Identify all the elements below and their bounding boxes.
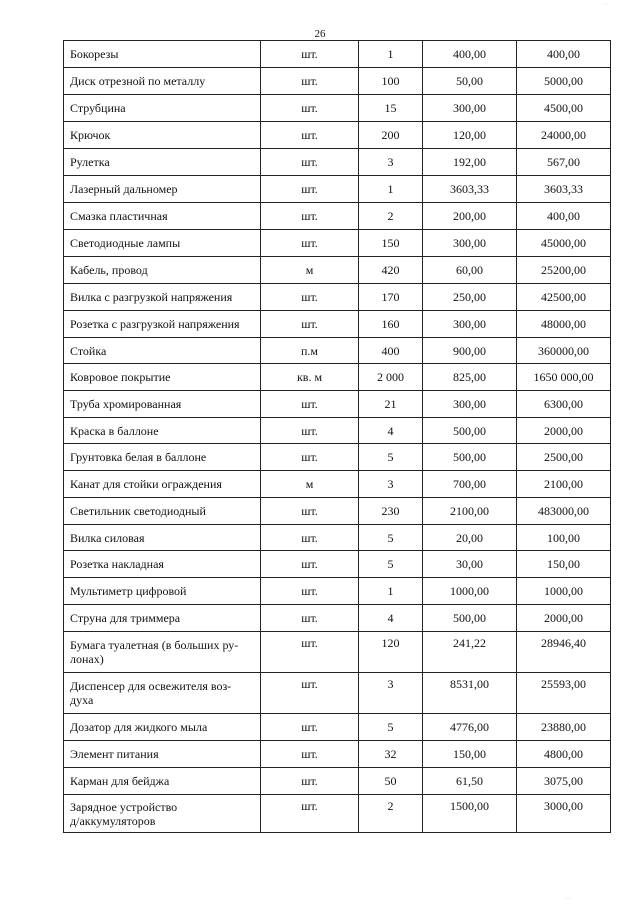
table-row [64, 176, 611, 203]
total-cell: 400,00 [517, 203, 611, 230]
quantity-cell: 5 [359, 444, 423, 471]
total-cell: 25200,00 [517, 257, 611, 284]
item-name-line: Труба хромированная [70, 397, 182, 411]
total-cell: 150,00 [517, 551, 611, 578]
quantity-cell: 21 [359, 391, 423, 418]
item-name-line: Диспенсер для освежителя воз- [70, 679, 232, 693]
item-name-cell [64, 605, 261, 632]
total-cell: 2000,00 [517, 605, 611, 632]
item-name-cell [64, 578, 261, 605]
table-row [64, 605, 611, 632]
unit-cell: шт. [261, 795, 359, 833]
item-name-cell [64, 795, 261, 833]
unit-cell: кв. м [261, 364, 359, 391]
item-name-cell [64, 632, 261, 673]
total-cell: 24000,00 [517, 122, 611, 149]
price-cell: 825,00 [423, 364, 517, 391]
table-row [64, 311, 611, 338]
item-name-line: Мультиметр цифровой [70, 584, 187, 598]
item-name-line: Кабель, провод [70, 263, 148, 277]
quantity-cell: 120 [359, 632, 423, 673]
total-cell: 4800,00 [517, 741, 611, 768]
price-cell: 30,00 [423, 551, 517, 578]
unit-cell: м [261, 257, 359, 284]
unit-cell: шт. [261, 203, 359, 230]
quantity-cell: 400 [359, 338, 423, 364]
quantity-cell: 4 [359, 418, 423, 444]
unit-cell: шт. [261, 632, 359, 673]
item-name-cell [64, 41, 261, 68]
quantity-cell: 230 [359, 498, 423, 525]
unit-cell: шт. [261, 176, 359, 203]
item-name-line: Струбцина [70, 101, 126, 115]
table-row [64, 551, 611, 578]
table-row [64, 768, 611, 795]
unit-cell: шт. [261, 95, 359, 122]
item-name-cell [64, 768, 261, 795]
item-name-cell [64, 203, 261, 230]
price-cell: 50,00 [423, 68, 517, 95]
quantity-cell: 170 [359, 284, 423, 311]
price-cell: 500,00 [423, 605, 517, 632]
item-name-cell [64, 122, 261, 149]
quantity-cell: 50 [359, 768, 423, 795]
quantity-cell: 2 [359, 795, 423, 833]
total-cell: 567,00 [517, 149, 611, 176]
total-cell: 5000,00 [517, 68, 611, 95]
item-name-line: Диск отрезной по металлу [70, 74, 206, 88]
total-cell: 23880,00 [517, 714, 611, 741]
item-name-line: Крючок [70, 128, 111, 142]
items-table [63, 40, 611, 833]
price-cell: 241,22 [423, 632, 517, 673]
quantity-cell: 3 [359, 673, 423, 714]
item-name-cell [64, 95, 261, 122]
quantity-cell: 420 [359, 257, 423, 284]
price-cell: 400,00 [423, 41, 517, 68]
table-row [64, 95, 611, 122]
quantity-cell: 160 [359, 311, 423, 338]
unit-cell: шт. [261, 768, 359, 795]
table-row [64, 203, 611, 230]
price-cell: 3603,33 [423, 176, 517, 203]
item-name-line: лонах) [70, 652, 104, 666]
table-row [64, 149, 611, 176]
table-row [64, 673, 611, 714]
table-row [64, 284, 611, 311]
quantity-cell: 3 [359, 149, 423, 176]
price-cell: 250,00 [423, 284, 517, 311]
table-row [64, 230, 611, 257]
total-cell: 48000,00 [517, 311, 611, 338]
price-cell: 61,50 [423, 768, 517, 795]
price-cell: 300,00 [423, 311, 517, 338]
quantity-cell: 1 [359, 41, 423, 68]
item-name-cell [64, 68, 261, 95]
scan-mark-top: · · [602, 2, 608, 8]
price-cell: 500,00 [423, 444, 517, 471]
price-cell: 60,00 [423, 257, 517, 284]
price-cell: 8531,00 [423, 673, 517, 714]
table-row [64, 364, 611, 391]
item-name-cell [64, 471, 261, 498]
total-cell: 2000,00 [517, 418, 611, 444]
item-name-line: Бумага туалетная (в больших ру- [70, 638, 239, 652]
total-cell: 360000,00 [517, 338, 611, 364]
item-name-line: д/аккумуляторов [70, 813, 156, 828]
unit-cell: шт. [261, 525, 359, 551]
total-cell: 4500,00 [517, 95, 611, 122]
total-cell: 1650 000,00 [517, 364, 611, 391]
item-name-cell [64, 391, 261, 418]
item-name-cell [64, 338, 261, 364]
price-cell: 2100,00 [423, 498, 517, 525]
price-cell: 300,00 [423, 95, 517, 122]
price-cell: 120,00 [423, 122, 517, 149]
price-cell: 200,00 [423, 203, 517, 230]
item-name-line: Рулетка [70, 155, 110, 169]
total-cell: 3000,00 [517, 795, 611, 833]
item-name-cell [64, 444, 261, 471]
item-name-line: Краска в баллоне [70, 423, 159, 438]
quantity-cell: 2 [359, 203, 423, 230]
item-name-line: Светодиодные лампы [70, 236, 181, 250]
price-cell: 192,00 [423, 149, 517, 176]
table-row [64, 525, 611, 551]
price-cell: 150,00 [423, 741, 517, 768]
price-cell: 700,00 [423, 471, 517, 498]
unit-cell: п.м [261, 338, 359, 364]
table-row [64, 338, 611, 364]
quantity-cell: 200 [359, 122, 423, 149]
item-name-cell [64, 525, 261, 551]
item-name-cell [64, 311, 261, 338]
table-row [64, 714, 611, 741]
unit-cell: шт. [261, 230, 359, 257]
item-name-line: Бокорезы [70, 47, 119, 61]
unit-cell: шт. [261, 551, 359, 578]
items-table-body [64, 41, 611, 833]
item-name-line: Ковровое покрытие [70, 370, 171, 384]
unit-cell: шт. [261, 741, 359, 768]
item-name-cell [64, 149, 261, 176]
price-cell: 300,00 [423, 230, 517, 257]
table-row [64, 391, 611, 418]
item-name-line: Светильник светодиодный [70, 504, 206, 518]
table-row [64, 632, 611, 673]
item-name-cell [64, 230, 261, 257]
total-cell: 3603,33 [517, 176, 611, 203]
price-cell: 300,00 [423, 391, 517, 418]
quantity-cell: 1 [359, 578, 423, 605]
price-cell: 1000,00 [423, 578, 517, 605]
unit-cell: м [261, 471, 359, 498]
total-cell: 1000,00 [517, 578, 611, 605]
quantity-cell: 3 [359, 471, 423, 498]
unit-cell: шт. [261, 418, 359, 444]
quantity-cell: 32 [359, 741, 423, 768]
unit-cell: шт. [261, 122, 359, 149]
table-row [64, 741, 611, 768]
price-cell: 1500,00 [423, 795, 517, 833]
item-name-line: Карман для бейджа [70, 774, 170, 788]
quantity-cell: 1 [359, 176, 423, 203]
scan-mark-bottom: · · [565, 896, 571, 902]
table-row [64, 418, 611, 444]
quantity-cell: 4 [359, 605, 423, 632]
item-name-line: Канат для стойки ограждения [70, 477, 222, 491]
total-cell: 483000,00 [517, 498, 611, 525]
unit-cell: шт. [261, 605, 359, 632]
total-cell: 2500,00 [517, 444, 611, 471]
unit-cell: шт. [261, 498, 359, 525]
item-name-cell [64, 673, 261, 714]
quantity-cell: 2 000 [359, 364, 423, 391]
table-row [64, 498, 611, 525]
unit-cell: шт. [261, 714, 359, 741]
quantity-cell: 5 [359, 525, 423, 551]
unit-cell: шт. [261, 391, 359, 418]
item-name-cell [64, 176, 261, 203]
table-row [64, 68, 611, 95]
price-cell: 500,00 [423, 418, 517, 444]
item-name-cell [64, 257, 261, 284]
price-cell: 20,00 [423, 525, 517, 551]
item-name-cell [64, 284, 261, 311]
total-cell: 400,00 [517, 41, 611, 68]
total-cell: 6300,00 [517, 391, 611, 418]
item-name-cell [64, 714, 261, 741]
total-cell: 100,00 [517, 525, 611, 551]
item-name-line: духа [70, 693, 94, 707]
table-row [64, 122, 611, 149]
item-name-cell [64, 741, 261, 768]
price-cell: 900,00 [423, 338, 517, 364]
unit-cell: шт. [261, 41, 359, 68]
quantity-cell: 5 [359, 551, 423, 578]
total-cell: 2100,00 [517, 471, 611, 498]
table-row [64, 578, 611, 605]
unit-cell: шт. [261, 578, 359, 605]
item-name-line: Розетка с разгрузкой напряжения [70, 317, 240, 331]
item-name-line: Грунтовка белая в баллоне [70, 450, 207, 464]
table-row [64, 795, 611, 833]
quantity-cell: 15 [359, 95, 423, 122]
item-name-line: Струна для триммера [70, 611, 181, 625]
item-name-cell [64, 364, 261, 391]
table-row [64, 257, 611, 284]
item-name-line: Стойка [70, 343, 107, 358]
item-name-cell [64, 498, 261, 525]
total-cell: 42500,00 [517, 284, 611, 311]
table-row [64, 444, 611, 471]
unit-cell: шт. [261, 284, 359, 311]
item-name-line: Вилка с разгрузкой напряжения [70, 290, 233, 304]
unit-cell: шт. [261, 444, 359, 471]
total-cell: 3075,00 [517, 768, 611, 795]
quantity-cell: 100 [359, 68, 423, 95]
item-name-cell [64, 418, 261, 444]
item-name-line: Дозатор для жидкого мыла [70, 720, 208, 734]
unit-cell: шт. [261, 68, 359, 95]
total-cell: 45000,00 [517, 230, 611, 257]
unit-cell: шт. [261, 311, 359, 338]
page-number: 26 [314, 28, 326, 40]
item-name-line: Смазка пластичная [70, 209, 168, 223]
total-cell: 25593,00 [517, 673, 611, 714]
item-name-cell [64, 551, 261, 578]
item-name-line: Элемент питания [70, 747, 159, 761]
item-name-line: Лазерный дальномер [70, 182, 178, 196]
table-row [64, 471, 611, 498]
quantity-cell: 150 [359, 230, 423, 257]
quantity-cell: 5 [359, 714, 423, 741]
table-row [64, 41, 611, 68]
price-cell: 4776,00 [423, 714, 517, 741]
unit-cell: шт. [261, 149, 359, 176]
unit-cell: шт. [261, 673, 359, 714]
item-name-line: Вилка силовая [70, 530, 145, 545]
item-name-line: Розетка накладная [70, 557, 164, 571]
total-cell: 28946,40 [517, 632, 611, 673]
item-name-line: Зарядное устройство [70, 799, 178, 814]
